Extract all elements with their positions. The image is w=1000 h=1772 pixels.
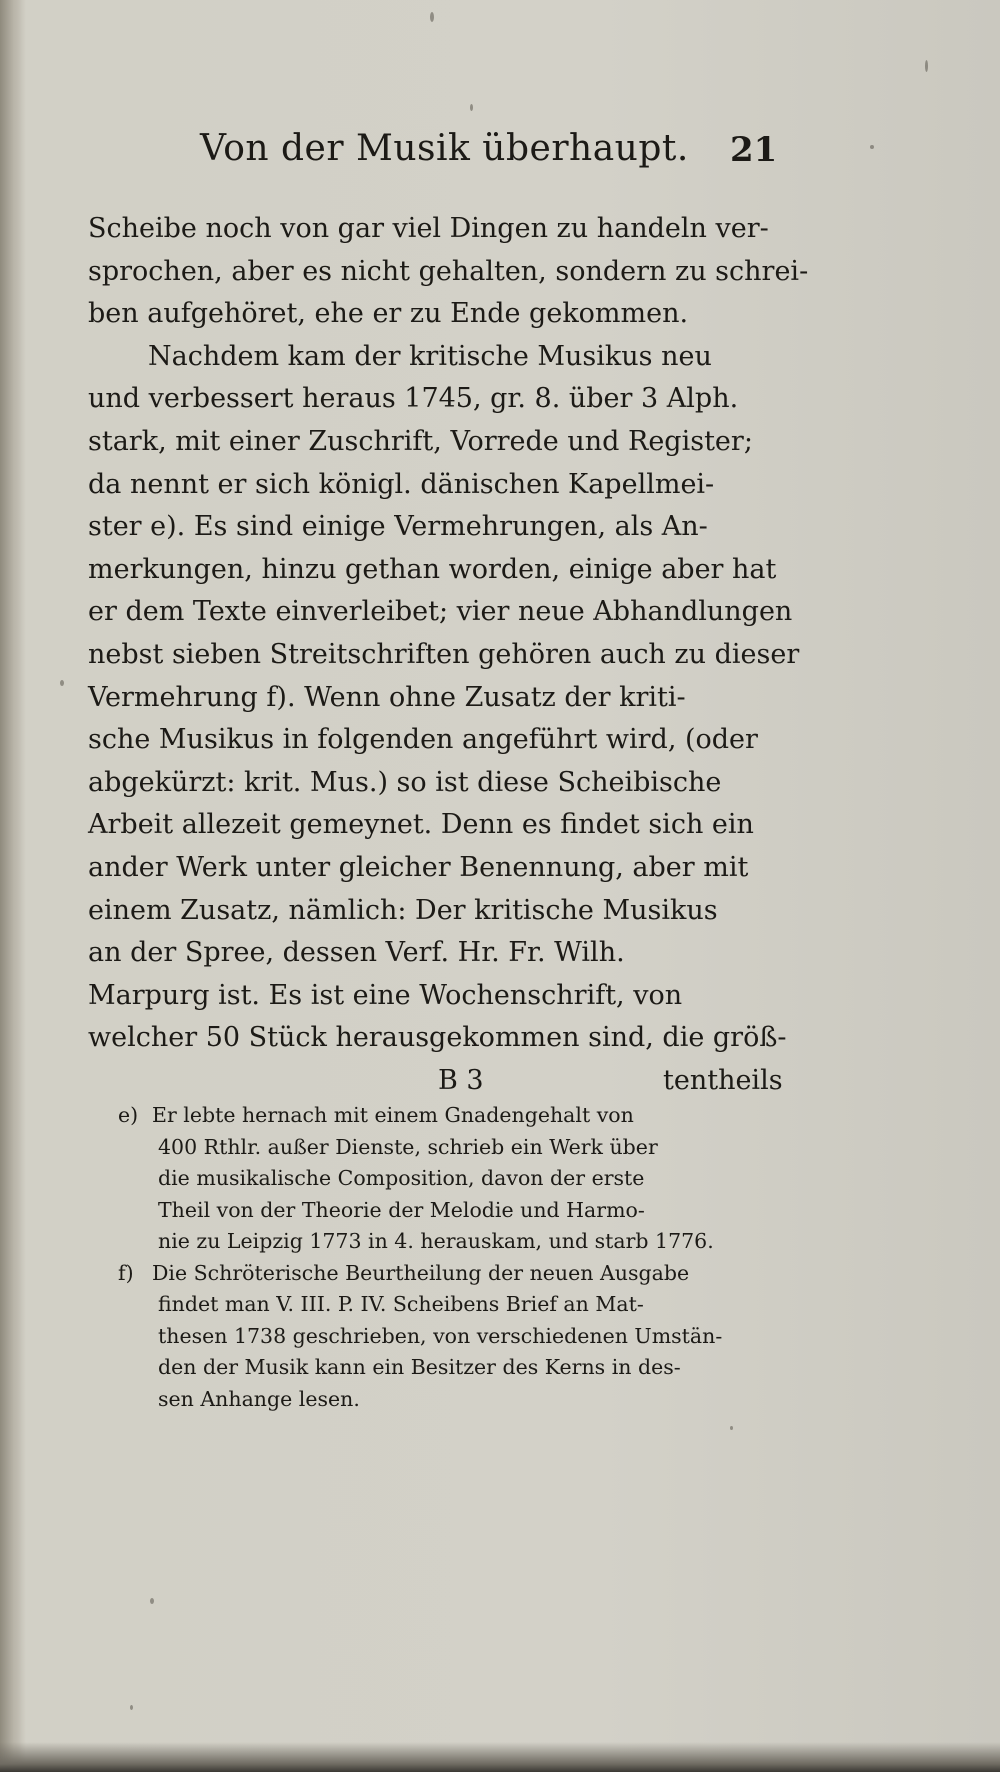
text-line: merkungen, hinzu gethan worden, einige aber hat	[88, 553, 777, 585]
footnote-line: findet man V. III. P. IV. Scheibens Brief an Mat-	[158, 1292, 644, 1316]
paper-speck	[430, 12, 434, 22]
text-line: sprochen, aber es nicht gehalten, sondern zu schrei-	[88, 255, 809, 287]
footnote-text: Er lebte hernach mit einem Gnadengehalt von	[152, 1103, 634, 1127]
paper-speck	[925, 60, 928, 72]
footnote-mark: e)	[118, 1103, 139, 1127]
text-line: ander Werk unter gleicher Benennung, aber mit	[88, 851, 749, 883]
text-line: Scheibe noch von gar viel Dingen zu handeln ver-	[88, 213, 769, 244]
footnote-mark: f)	[118, 1260, 134, 1285]
paper-speck	[730, 1426, 733, 1430]
footnote-line: die musikalische Composition, davon der erste	[158, 1166, 645, 1190]
footnote-line	[118, 1258, 818, 1290]
text-line: einem Zusatz, nämlich: Der kritische Musikus	[88, 894, 718, 926]
text-line: abgekürzt: krit. Mus.) so ist diese Scheibische	[88, 766, 722, 798]
text-line: da nennt er sich königl. dänischen Kapellmei-	[88, 468, 715, 500]
text-line: sche Musikus in folgenden angeführt wird, (oder	[88, 724, 758, 756]
text-line: Marpurg ist. Es ist eine Wochenschrift, von	[88, 979, 683, 1011]
footnote-line: 400 Rthlr. außer Dienste, schrieb ein Werk über	[158, 1134, 658, 1159]
text-line: ster e). Es sind einige Vermehrungen, als An-	[88, 511, 708, 543]
footnote-line: sen Anhange lesen.	[158, 1386, 360, 1411]
text-line: stark, mit einer Zuschrift, Vorrede und Register;	[88, 425, 753, 457]
catchword: tentheils	[663, 1064, 783, 1096]
paper-speck	[60, 680, 64, 686]
running-head: Von der Musik überhaupt.	[200, 128, 689, 169]
footnote-line: thesen 1738 geschrieben, von verschiedenen Umstän-	[158, 1323, 723, 1348]
text-line: Nachdem kam der kritische Musikus neu	[148, 340, 712, 372]
footnote-line: den der Musik kann ein Besitzer des Kerns in des-	[158, 1355, 681, 1379]
text-line: welcher 50 Stück herausgekommen sind, die größ-	[88, 1022, 787, 1054]
text-line: er dem Texte einverleibet; vier neue Abhandlungen	[88, 596, 793, 628]
spine-shadow	[0, 0, 26, 1772]
page-bottom-edge	[0, 1742, 1000, 1772]
footnote-line: Theil von der Theorie der Melodie und Harmo-	[158, 1197, 645, 1222]
page-header	[200, 128, 800, 180]
text-line: Arbeit allezeit gemeynet. Denn es findet sich ein	[88, 809, 754, 841]
paper-speck	[470, 104, 473, 111]
footnote-line	[118, 1100, 818, 1132]
text-line: ben aufgehöret, ehe er zu Ende gekommen.	[88, 298, 689, 330]
page-number: 21	[730, 130, 778, 170]
paper-speck	[130, 1705, 133, 1710]
footnote-text: Die Schröterische Beurtheilung der neuen Ausgabe	[152, 1260, 690, 1285]
text-line: Vermehrung f). Wenn ohne Zusatz der kriti-	[88, 681, 686, 713]
footnotes	[118, 1100, 818, 1415]
text-line: an der Spree, dessen Verf. Hr. Fr. Wilh.	[88, 937, 625, 969]
signature-mark: B 3	[438, 1064, 484, 1096]
catch-line	[88, 1060, 800, 1103]
paper-speck	[150, 1598, 154, 1604]
paper-speck	[870, 145, 874, 149]
footnote-line: nie zu Leipzig 1773 in 4. herauskam, und starb 1776.	[158, 1229, 714, 1253]
text-line: nebst sieben Streitschriften gehören auch zu dieser	[88, 638, 800, 670]
text-line: und verbessert heraus 1745, gr. 8. über 3 Alph.	[88, 383, 739, 415]
main-text	[88, 208, 809, 1102]
